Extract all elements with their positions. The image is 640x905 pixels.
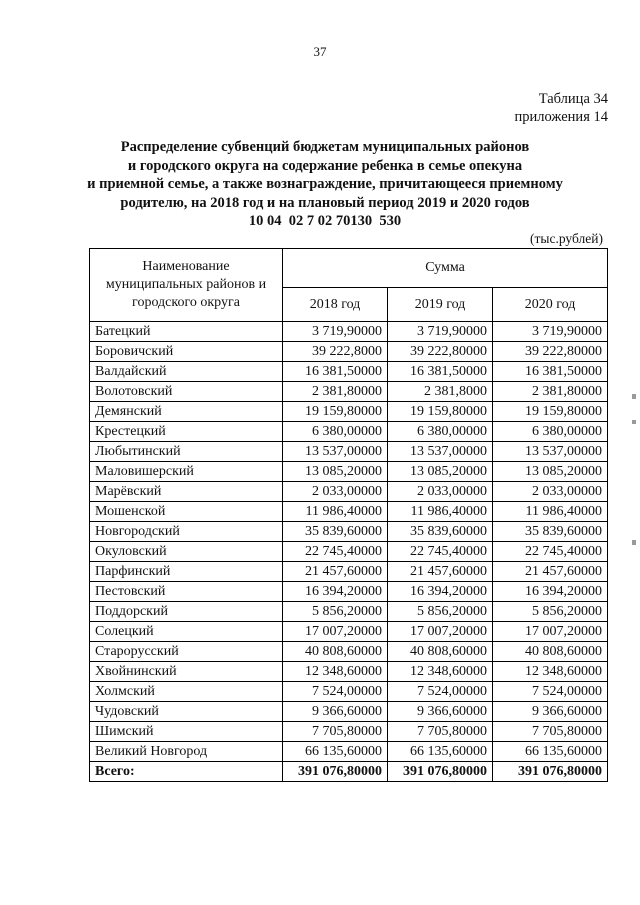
amount-cell-2018: 13 537,00000 [283,442,388,462]
amount-cell-2020: 40 808,60000 [493,642,608,662]
amount-cell-2020: 2 033,00000 [493,482,608,502]
district-name-cell: Демянский [90,402,283,422]
district-name-cell: Шимский [90,722,283,742]
amount-cell-2020: 2 381,80000 [493,382,608,402]
table-row [90,422,608,442]
amount-cell-2019: 6 380,00000 [388,422,493,442]
amount-cell-2019: 39 222,80000 [388,342,493,362]
amount-cell-2018: 7 705,80000 [283,722,388,742]
table-row [90,362,608,382]
amount-cell-2019: 7 705,80000 [388,722,493,742]
table-number: Таблица 34 [538,91,608,107]
header-year-2018: 2018 год [283,288,388,322]
units-label: (тыс.рублей) [530,231,603,246]
title-line: родителю, на 2018 год и на плановый период 2019 и 2020 годов [120,194,530,211]
amount-cell-2019: 66 135,60000 [388,742,493,762]
amount-cell-2018: 39 222,8000 [283,342,388,362]
amount-cell-2020: 66 135,60000 [493,742,608,762]
district-name-cell: Батецкий [90,322,283,342]
amount-cell-2020: 19 159,80000 [493,402,608,422]
amount-cell-2020: 5 856,20000 [493,602,608,622]
document-title [60,138,590,231]
amount-cell-2019: 17 007,20000 [388,622,493,642]
title-line: Распределение субвенций бюджетам муниципальных районов [120,139,530,155]
header-name-line: городского округа [132,295,240,310]
district-name-cell: Волотовский [90,382,283,402]
amount-cell-2020: 17 007,20000 [493,622,608,642]
amount-cell-2018: 7 524,00000 [283,682,388,702]
district-name-cell: Хвойнинский [90,662,283,682]
amount-cell-2020: 9 366,60000 [493,702,608,722]
amount-cell-2019: 391 076,80000 [388,762,493,782]
budget-code: 10 04 02 7 02 70130 530 [248,213,402,229]
amount-cell-2020: 11 986,40000 [493,502,608,522]
table-row [90,402,608,422]
table-row [90,682,608,702]
amount-cell-2018: 16 381,50000 [283,362,388,382]
amount-cell-2019: 16 381,50000 [388,362,493,382]
table-row [90,722,608,742]
amount-cell-2019: 13 537,00000 [388,442,493,462]
amount-cell-2020: 13 537,00000 [493,442,608,462]
amount-cell-2018: 11 986,40000 [283,502,388,522]
scan-edge-mark [632,540,636,545]
table-row [90,502,608,522]
amount-cell-2020: 21 457,60000 [493,562,608,582]
amount-cell-2019: 2 033,00000 [388,482,493,502]
amount-cell-2020: 13 085,20000 [493,462,608,482]
district-name-cell: Новгородский [90,522,283,542]
header-name-line: Наименование [142,259,230,274]
amount-cell-2019: 5 856,20000 [388,602,493,622]
amount-cell-2018: 35 839,60000 [283,522,388,542]
district-name-cell: Валдайский [90,362,283,382]
amount-cell-2019: 9 366,60000 [388,702,493,722]
table-row [90,702,608,722]
amount-cell-2018: 16 394,20000 [283,582,388,602]
amount-cell-2020: 7 524,00000 [493,682,608,702]
amount-cell-2018: 13 085,20000 [283,462,388,482]
page-number: 37 [313,44,327,59]
amount-cell-2018: 19 159,80000 [283,402,388,422]
header-name-line: муниципальных районов и [105,277,267,292]
amount-cell-2020: 6 380,00000 [493,422,608,442]
amount-cell-2018: 391 076,80000 [283,762,388,782]
table-row [90,622,608,642]
amount-cell-2020: 391 076,80000 [493,762,608,782]
header-year-2020: 2020 год [493,288,608,322]
amount-cell-2019: 21 457,60000 [388,562,493,582]
table-row [90,482,608,502]
table-row [90,542,608,562]
district-name-cell: Пестовский [90,582,283,602]
header-year-2019: 2019 год [388,288,493,322]
district-name-cell: Любытинский [90,442,283,462]
appendix-number: приложения 14 [514,109,608,125]
table-row [90,462,608,482]
amount-cell-2019: 22 745,40000 [388,542,493,562]
district-name-cell: Солецкий [90,622,283,642]
amount-cell-2018: 40 808,60000 [283,642,388,662]
amount-cell-2020: 22 745,40000 [493,542,608,562]
table-row [90,582,608,602]
amount-cell-2019: 40 808,60000 [388,642,493,662]
district-name-cell: Мошенской [90,502,283,522]
table-row [90,522,608,542]
district-name-cell: Старорусский [90,642,283,662]
scan-edge-mark [632,420,636,424]
amount-cell-2018: 2 381,80000 [283,382,388,402]
table-row [90,322,608,342]
table-row [90,642,608,662]
amount-cell-2020: 12 348,60000 [493,662,608,682]
table-reference [515,90,608,126]
amount-cell-2019: 16 394,20000 [388,582,493,602]
table-row [90,442,608,462]
amount-cell-2018: 2 033,00000 [283,482,388,502]
header-district-name [90,249,283,322]
district-name-cell: Чудовский [90,702,283,722]
district-name-cell: Всего: [90,762,283,782]
amount-cell-2020: 16 394,20000 [493,582,608,602]
amount-cell-2020: 7 705,80000 [493,722,608,742]
amount-cell-2019: 11 986,40000 [388,502,493,522]
table-body [90,322,608,782]
district-name-cell: Поддорский [90,602,283,622]
amount-cell-2018: 12 348,60000 [283,662,388,682]
amount-cell-2018: 66 135,60000 [283,742,388,762]
district-name-cell: Марёвский [90,482,283,502]
amount-cell-2019: 35 839,60000 [388,522,493,542]
table-row [90,342,608,362]
district-name-cell: Великий Новгород [90,742,283,762]
title-line: и приемной семье, а также вознаграждение, причитающееся приемному [87,176,563,192]
amount-cell-2019: 12 348,60000 [388,662,493,682]
district-name-cell: Боровичский [90,342,283,362]
total-row [90,762,608,782]
amount-cell-2020: 3 719,90000 [493,322,608,342]
table-row [90,742,608,762]
table-row [90,382,608,402]
table-row [90,602,608,622]
amount-cell-2020: 39 222,80000 [493,342,608,362]
amount-cell-2019: 19 159,80000 [388,402,493,422]
district-name-cell: Окуловский [90,542,283,562]
scan-edge-mark [632,394,636,399]
amount-cell-2018: 6 380,00000 [283,422,388,442]
header-sum: Сумма [283,249,608,288]
amount-cell-2018: 21 457,60000 [283,562,388,582]
amount-cell-2019: 7 524,00000 [388,682,493,702]
amount-cell-2020: 35 839,60000 [493,522,608,542]
amount-cell-2018: 22 745,40000 [283,542,388,562]
subvention-table [89,248,608,782]
amount-cell-2019: 2 381,8000 [388,382,493,402]
district-name-cell: Парфинский [90,562,283,582]
amount-cell-2020: 16 381,50000 [493,362,608,382]
amount-cell-2019: 13 085,20000 [388,462,493,482]
amount-cell-2019: 3 719,90000 [388,322,493,342]
district-name-cell: Холмский [90,682,283,702]
district-name-cell: Маловишерский [90,462,283,482]
table-row [90,562,608,582]
amount-cell-2018: 5 856,20000 [283,602,388,622]
amount-cell-2018: 17 007,20000 [283,622,388,642]
amount-cell-2018: 3 719,90000 [283,322,388,342]
table-row [90,662,608,682]
title-line: и городского округа на содержание ребенка в семье опекуна [127,157,523,174]
amount-cell-2018: 9 366,60000 [283,702,388,722]
district-name-cell: Крестецкий [90,422,283,442]
